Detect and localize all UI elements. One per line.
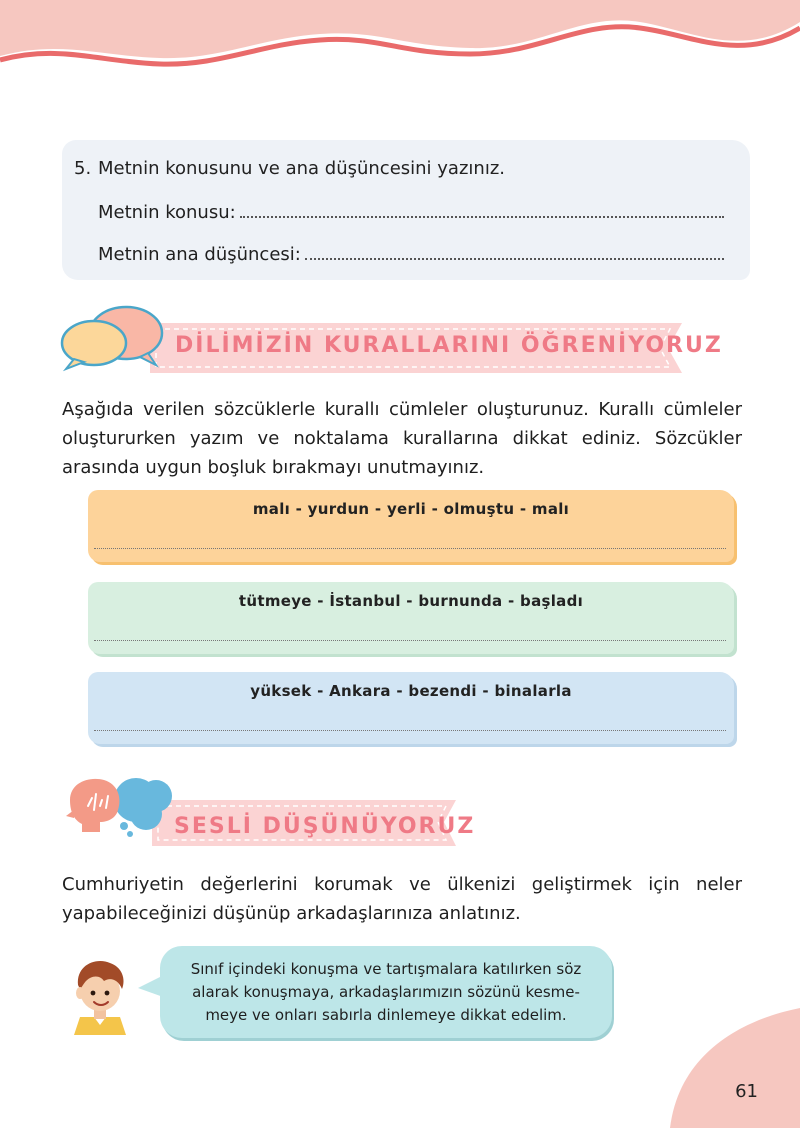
main-idea-answer-line[interactable] xyxy=(305,244,724,260)
tip-speech-bubble xyxy=(160,946,612,1038)
grammar-instruction: Aşağıda verilen sözcüklerle kurallı cümleler oluşturunuz. Kurallı cümleler oluştururken yazım ve noktalama kurallarına dikkat ediniz. Sözcükler arasında uygun boşluk bırakmayı unutmayınız. xyxy=(62,399,742,478)
top-wave-decoration xyxy=(0,0,800,90)
section-title-thinking: SESLİ DÜŞÜNÜYORUZ xyxy=(174,814,476,839)
question-text: Metnin konusunu ve ana düşüncesini yazınız. xyxy=(98,158,505,179)
answer-line-1[interactable] xyxy=(94,548,726,549)
question-5-box xyxy=(62,140,750,280)
tip-line-3: meye ve onları sabırla dinlemeye dikkat edelim. xyxy=(205,1006,567,1024)
section-title-grammar: DİLİMİZİN KURALLARINI ÖĞRENİYORUZ xyxy=(175,333,723,358)
tip-text xyxy=(160,958,612,1027)
word-box-1[interactable] xyxy=(88,490,734,562)
topic-answer-row[interactable] xyxy=(98,202,724,223)
word-set-2: tütmeye - İstanbul - burnunda - başladı xyxy=(238,592,584,610)
question-number: 5. xyxy=(74,158,92,179)
word-box-3[interactable] xyxy=(88,672,734,744)
answer-line-3[interactable] xyxy=(94,730,726,731)
section-banner-grammar xyxy=(60,305,723,375)
tip-line-2: alarak konuşmaya, arkadaşlarımızın sözünü kesme- xyxy=(192,983,580,1001)
corner-decoration xyxy=(660,1008,800,1128)
word-set-3: yüksek - Ankara - bezendi - binalarla xyxy=(250,682,572,700)
page-number: 61 xyxy=(735,1081,758,1102)
topic-label: Metnin konusu: xyxy=(98,202,236,223)
boy-character-illustration xyxy=(66,955,134,1035)
main-idea-label: Metnin ana düşüncesi: xyxy=(98,244,301,265)
main-idea-answer-row[interactable] xyxy=(98,244,724,265)
thinking-instruction: Cumhuriyetin değerlerini korumak ve ülkenizi geliştirmek için neler yapabileceğinizi düşünüp arkadaşlarınıza anlatınız. xyxy=(62,874,742,924)
word-set-1: malı - yurdun - yerli - olmuştu - malı xyxy=(252,500,570,518)
answer-line-2[interactable] xyxy=(94,640,726,641)
tip-line-1: Sınıf içindeki konuşma ve tartışmalara katılırken söz xyxy=(190,960,582,978)
word-box-2[interactable] xyxy=(88,582,734,654)
section-banner-thinking xyxy=(60,770,476,850)
topic-answer-line[interactable] xyxy=(240,202,724,218)
